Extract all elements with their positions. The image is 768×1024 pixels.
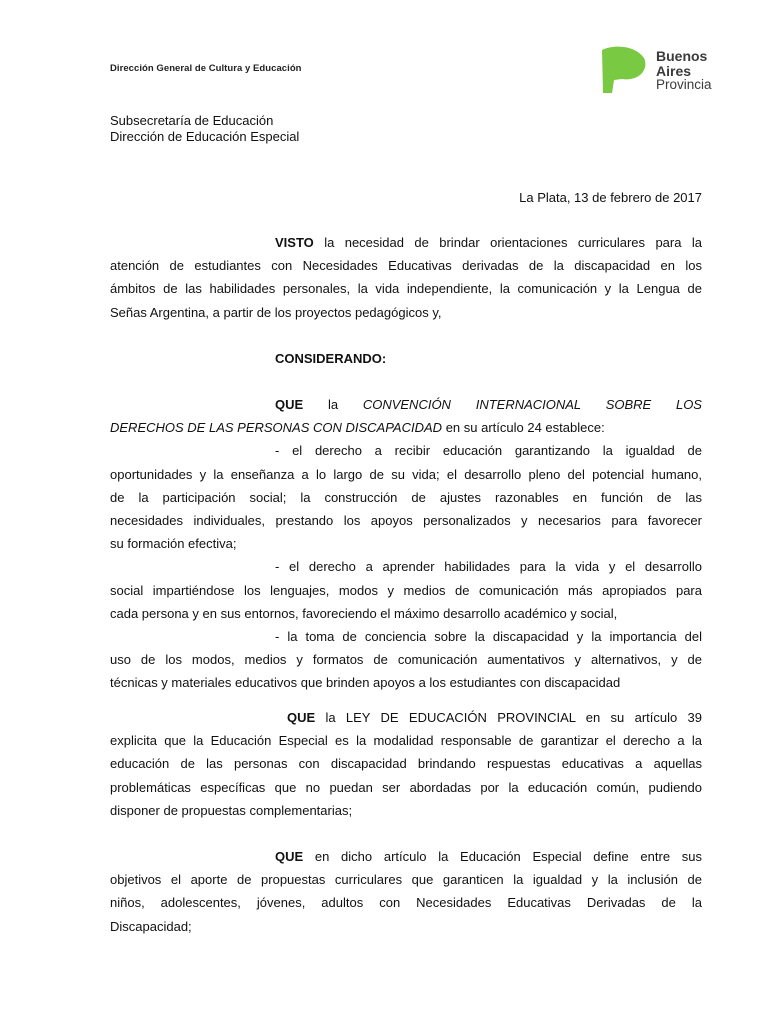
que-articulo-paragraph <box>110 845 702 938</box>
que2-line-3: educación de las personas con discapacidad brindando respuestas educativas a aquellas <box>110 756 702 772</box>
bullet1-line-5: su formación efectiva; <box>110 536 237 552</box>
convencion-title: CONVENCIÓN INTERNACIONAL SOBRE LOS <box>362 397 702 412</box>
que3-label: QUE <box>275 849 304 864</box>
logo-line-3: Provincia <box>656 77 712 92</box>
considerando-label: CONSIDERANDO: <box>275 351 387 366</box>
que2-line-2: explicita que la Educación Especial es la modalidad responsable de garantizar el derecho a la <box>110 733 702 749</box>
bullet1-line-1: - el derecho a recibir educación garantizando la igualdad de <box>275 443 702 459</box>
bullet3-line-1: - la toma de conciencia sobre la discapacidad y la importancia del <box>275 628 702 644</box>
que1-la: la <box>327 397 339 412</box>
visto-line-1: la necesidad de brindar orientaciones curriculares para la <box>324 235 702 250</box>
visto-line-4: Señas Argentina, a partir de los proyectos pedagógicos y, <box>110 304 442 320</box>
que1-line-2: en su artículo 24 establece: <box>445 420 605 436</box>
bullet2-line-2: social impartiéndose los lenguajes, modos y medios de comunicación más apropiados para <box>110 582 702 598</box>
que-convencion-paragraph <box>110 393 702 694</box>
bullet1-line-3: de la participación social; la construcción de ajustes razonables en función de las <box>110 489 702 505</box>
subheader <box>110 113 299 144</box>
visto-line-3: ámbitos de las habilidades personales, la vida independiente, la comunicación y la Lengua de <box>110 281 702 297</box>
subsecretaria: Subsecretaría de Educación <box>110 113 274 128</box>
bullet1-line-4: necesidades individuales, prestando los apoyos personalizados y necesarios para favorecer <box>110 512 702 528</box>
bullet3-line-3: técnicas y materiales educativos que brinden apoyos a los estudiantes con discapacidad <box>110 675 621 691</box>
que2-line-5: disponer de propuestas complementarias; <box>110 802 353 818</box>
que3-line-1: en dicho artículo la Educación Especial define entre sus <box>314 849 702 864</box>
logo-line-2: Aires <box>656 63 692 79</box>
derechos-title: DERECHOS DE LAS PERSONAS CON DISCAPACIDAD <box>110 420 443 436</box>
buenos-aires-logo <box>598 44 738 96</box>
bullet2-line-1: - el derecho a aprender habilidades para la vida y el desarrollo <box>275 559 702 575</box>
que2-line-4: problemáticas específicas que no puedan ser abordadas por la educación común, pudiendo <box>110 779 702 795</box>
logo-line-1: Buenos <box>656 48 708 64</box>
direccion: Dirección de Educación Especial <box>110 128 300 144</box>
que2-label: QUE <box>287 710 316 725</box>
que-ley-paragraph <box>110 706 702 822</box>
que2-line-1: la LEY DE EDUCACIÓN PROVINCIAL en su artículo 39 <box>325 710 702 725</box>
que3-line-2: objetivos el aporte de propuestas curriculares que garanticen la igualdad y la inclusión de <box>110 872 702 888</box>
visto-line-2: atención de estudiantes con Necesidades Educativas derivadas de la discapacidad en los <box>110 258 702 274</box>
province-map-icon <box>598 44 650 96</box>
visto-label: VISTO <box>275 235 314 250</box>
que1-label: QUE <box>275 397 304 412</box>
que3-line-3: niños, adolescentes, jóvenes, adultos con Necesidades Educativas Derivadas de la <box>110 895 702 911</box>
visto-paragraph <box>110 231 702 324</box>
bullet3-line-2: uso de los modos, medios y formatos de comunicación aumentativos y alternativos, y de <box>110 652 702 668</box>
considerando-paragraph <box>110 347 702 370</box>
document-date: La Plata, 13 de febrero de 2017 <box>519 190 702 205</box>
org-name: Dirección General de Cultura y Educación <box>110 63 302 74</box>
bullet1-line-2: oportunidades y la enseñanza a lo largo de su vida; el desarrollo pleno del potencial humano, <box>110 466 702 482</box>
bullet2-line-3: cada persona y en sus entornos, favoreciendo el máximo desarrollo académico y social, <box>110 605 618 621</box>
que3-line-4: Discapacidad; <box>110 918 192 934</box>
